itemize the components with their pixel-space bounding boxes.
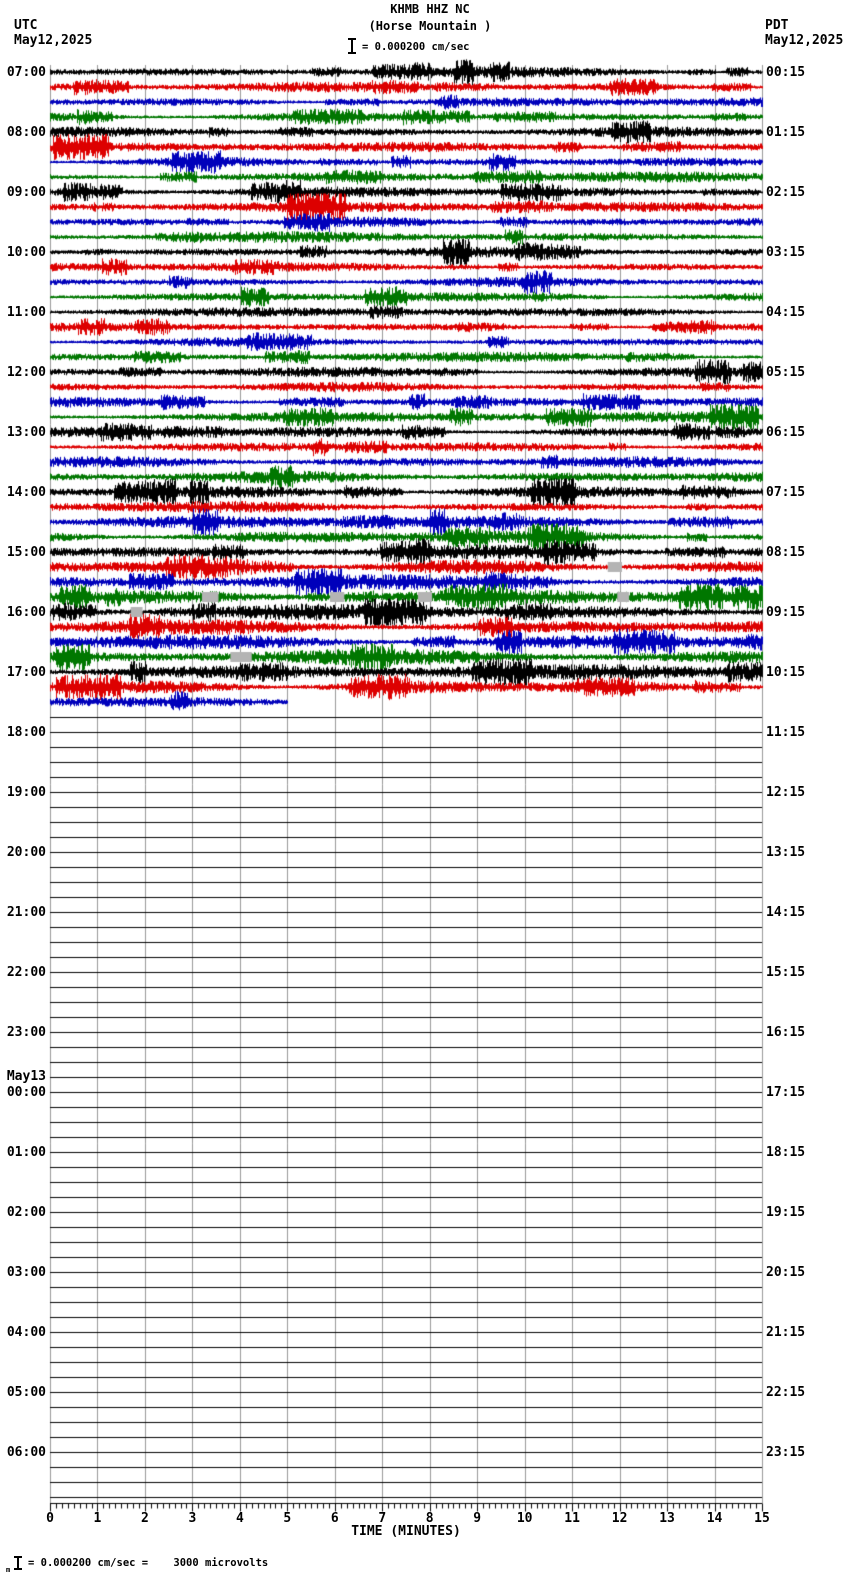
date-left: May12,2025 [14,33,93,48]
timezone-right: PDT [765,18,789,33]
hour-label-left: 16:00 [6,605,46,620]
hour-label-right: 12:15 [766,785,806,800]
hour-label-left: 05:00 [6,1385,46,1400]
timezone-left: UTC [14,18,38,33]
hour-label-right: 04:15 [766,305,806,320]
hour-label-right: 07:15 [766,485,806,500]
hour-label-right: 05:15 [766,365,806,380]
hour-label-left: 04:00 [6,1325,46,1340]
scale-bar-icon [348,38,356,54]
hour-label-left: 14:00 [6,485,46,500]
hour-label-left: 08:00 [6,125,46,140]
hour-label-left: 18:00 [6,725,46,740]
hour-label-left: 13:00 [6,425,46,440]
hour-label-right: 09:15 [766,605,806,620]
x-axis-tick-label: 7 [378,1511,387,1526]
footnote-scale-text: = 0.000200 cm/sec = 3000 microvolts [28,1557,269,1569]
hour-label-right: 21:15 [766,1325,806,1340]
hour-label-left: 21:00 [6,905,46,920]
footnote-scale-bar-icon [14,1556,22,1570]
hour-label-left: 15:00 [6,545,46,560]
scale-label: = 0.000200 cm/sec [362,41,470,53]
hour-label-left: 02:00 [6,1205,46,1220]
footnote-marker: m [6,1566,11,1574]
hour-label-left: 10:00 [6,245,46,260]
hour-label-right: 02:15 [766,185,806,200]
hour-label-right: 18:15 [766,1145,806,1160]
hour-label-right: 13:15 [766,845,806,860]
hour-label-left: 03:00 [6,1265,46,1280]
x-axis-title: TIME (MINUTES) [351,1524,461,1539]
hour-label-left: 01:00 [6,1145,46,1160]
hour-label-left: 20:00 [6,845,46,860]
hour-label-right: 15:15 [766,965,806,980]
x-axis-tick-label: 10 [516,1511,533,1526]
hour-label-right: 00:15 [766,65,806,80]
station-location: (Horse Mountain ) [368,19,492,33]
x-axis-tick-label: 6 [330,1511,339,1526]
x-axis-tick-label: 13 [659,1511,675,1526]
x-axis-tick-label: 5 [283,1511,292,1526]
hour-label-right: 01:15 [766,125,806,140]
hour-label-right: 08:15 [766,545,806,560]
hour-label-left: 09:00 [6,185,46,200]
hour-label-right: 06:15 [766,425,806,440]
hour-label-right: 17:15 [766,1085,806,1100]
hour-label-left: 23:00 [6,1025,46,1040]
hour-label-right: 03:15 [766,245,806,260]
hour-label-left-date: May13 [6,1069,46,1084]
hour-label-right: 14:15 [766,905,806,920]
hour-label-left: 11:00 [6,305,46,320]
hour-label-left: 22:00 [6,965,46,980]
x-axis-tick-label: 2 [141,1511,149,1526]
x-axis-tick-label: 9 [473,1511,482,1526]
hour-label-right: 20:15 [766,1265,806,1280]
hour-label-right: 11:15 [766,725,806,740]
hour-label-left: 06:00 [6,1445,46,1460]
hour-label-right: 19:15 [766,1205,806,1220]
hour-label-right: 16:15 [766,1025,806,1040]
date-right: May12,2025 [765,33,844,48]
x-axis-tick-label: 8 [425,1511,434,1526]
hour-label-left: 12:00 [6,365,46,380]
x-axis-tick-label: 15 [754,1511,770,1526]
hour-label-right: 23:15 [766,1445,806,1460]
hour-label-right: 22:15 [766,1385,806,1400]
hour-label-left: 07:00 [6,65,46,80]
hour-label-right: 10:15 [766,665,806,680]
hour-label-left: 17:00 [6,665,46,680]
x-axis-tick-label: 14 [706,1511,723,1526]
hour-label-left: 19:00 [6,785,46,800]
x-axis-tick-label: 0 [46,1511,54,1526]
x-axis-tick-label: 11 [564,1511,580,1526]
x-axis-tick-label: 4 [235,1511,244,1526]
x-axis-tick-label: 3 [188,1511,197,1526]
hour-label-left: 00:00 [6,1085,46,1100]
x-axis-tick-label: 1 [93,1511,102,1526]
station-title: KHMB HHZ NC [390,2,470,16]
x-axis-tick-label: 12 [611,1511,628,1526]
